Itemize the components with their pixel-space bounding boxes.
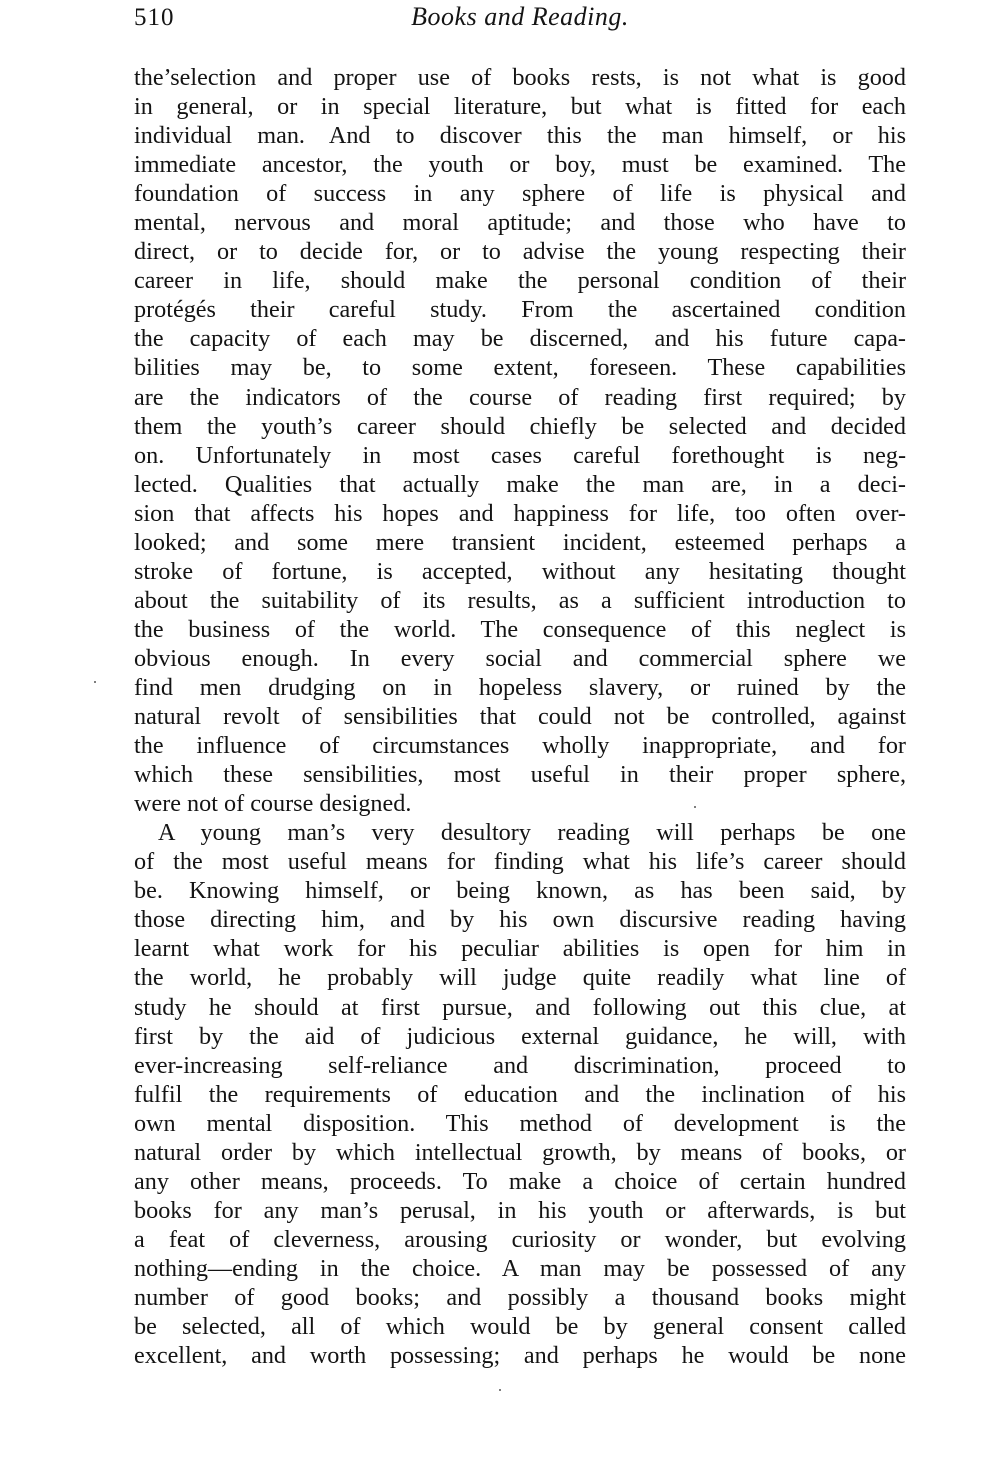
text-line: protégés their careful study. From the ascertained condition <box>134 296 906 324</box>
text-line: nothing—ending in the choice. A man may be possessed of any <box>134 1254 906 1282</box>
body-text <box>134 63 906 1370</box>
text-line: learnt what work for his peculiar abilities is open for him in <box>134 935 906 963</box>
scan-speck <box>94 681 96 683</box>
page-number: 510 <box>134 4 175 31</box>
text-line: bilities may be, to some extent, foreseen. These capabilities <box>134 354 906 382</box>
running-head <box>134 0 906 40</box>
paragraph-1 <box>134 63 906 818</box>
text-line: immediate ancestor, the youth or boy, must be examined. The <box>134 151 906 179</box>
text-line: career in life, should make the personal condition of their <box>134 267 906 295</box>
text-line: lected. Qualities that actually make the man are, in a deci- <box>134 470 906 498</box>
text-line: natural revolt of sensibilities that could not be controlled, against <box>134 703 906 731</box>
text-line: excellent, and worth possessing; and perhaps he would be none <box>134 1342 906 1370</box>
text-line: which these sensibilities, most useful in their proper sphere, <box>134 761 906 789</box>
text-line: own mental disposition. This method of development is the <box>134 1109 906 1137</box>
scan-speck <box>694 806 696 808</box>
text-line: sion that affects his hopes and happiness for life, too often over- <box>134 499 906 527</box>
text-line: of the most useful means for finding what his life’s career should <box>134 848 906 876</box>
text-line: be. Knowing himself, or being known, as has been said, by <box>134 877 906 905</box>
text-line: the influence of circumstances wholly inappropriate, and for <box>134 732 906 760</box>
text-line: about the suitability of its results, as a sufficient introduction to <box>134 586 906 614</box>
text-line: fulfil the requirements of education and the inclination of his <box>134 1080 906 1108</box>
text-line: first by the aid of judicious external guidance, he will, with <box>134 1022 906 1050</box>
text-line: them the youth’s career should chiefly be selected and decided <box>134 412 906 440</box>
text-line: books for any man’s perusal, in his youth or afterwards, is but <box>134 1196 906 1224</box>
text-line: ever-increasing self-reliance and discrimination, proceed to <box>134 1051 906 1079</box>
paragraph-2 <box>134 818 906 1370</box>
text-line: A young man’s very desultory reading will perhaps be one <box>158 819 906 847</box>
text-line: the world, he probably will judge quite readily what line of <box>134 964 906 992</box>
text-line: a feat of cleverness, arousing curiosity or wonder, but evolving <box>134 1225 906 1253</box>
text-line: any other means, proceeds. To make a choice of certain hundred <box>134 1167 906 1195</box>
text-line: those directing him, and by his own discursive reading having <box>134 906 906 934</box>
text-line: study he should at first pursue, and following out this clue, at <box>134 993 906 1021</box>
text-line: are the indicators of the course of reading first required; by <box>134 383 906 411</box>
text-line: natural order by which intellectual growth, by means of books, or <box>134 1138 906 1166</box>
text-line: foundation of success in any sphere of life is physical and <box>134 180 906 208</box>
text-line: be selected, all of which would be by general consent called <box>134 1313 906 1341</box>
text-line: in general, or in special literature, but what is fitted for each <box>134 93 906 121</box>
text-line: the’selection and proper use of books rests, is not what is good <box>134 64 906 91</box>
text-line: the capacity of each may be discerned, and his future capa- <box>134 325 906 353</box>
running-title: Books and Reading. <box>411 2 629 31</box>
text-line: the business of the world. The consequence of this neglect is <box>134 615 906 643</box>
text-line: find men drudging on in hopeless slavery, or ruined by the <box>134 673 906 701</box>
text-line: on. Unfortunately in most cases careful forethought is neg- <box>134 441 906 469</box>
text-line: obvious enough. In every social and commercial sphere we <box>134 644 906 672</box>
text-line: direct, or to decide for, or to advise the young respecting their <box>134 238 906 266</box>
text-line: mental, nervous and moral aptitude; and those who have to <box>134 209 906 237</box>
text-line: individual man. And to discover this the man himself, or his <box>134 122 906 150</box>
text-line: were not of course designed. <box>134 790 412 818</box>
text-line: stroke of fortune, is accepted, without any hesitating thought <box>134 557 906 585</box>
text-line: number of good books; and possibly a thousand books might <box>134 1283 906 1311</box>
text-line: looked; and some mere transient incident, esteemed perhaps a <box>134 528 906 556</box>
scan-speck <box>499 1389 501 1391</box>
